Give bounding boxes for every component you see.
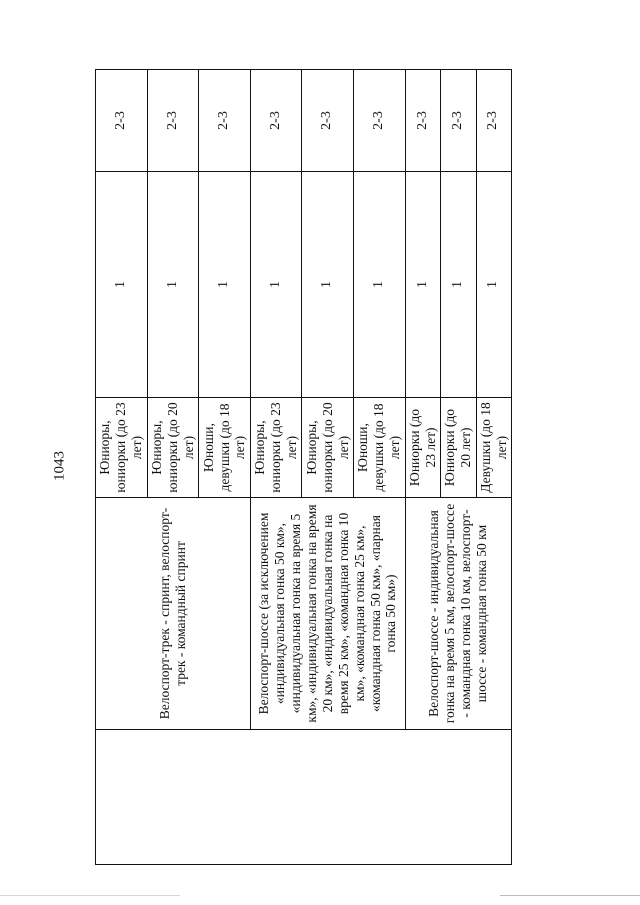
value-cell: 2-3 [147,70,199,172]
scan-edge-line [0,895,180,896]
value-cell: 2-3 [405,70,440,172]
category-cell: Юниоры, юниорки (до 23 лет) [96,398,148,498]
category-cell: Юниорки (до 23 лет) [405,398,440,498]
category-cell: Юноши, девушки (до 18 лет) [199,398,251,498]
discipline-cell: Велоспорт-шоссе (за исключением «индивидуальная гонка 50 км», «индивидуальная гонка на время 5 км», «индивидуальная гонка на время 20 км», «индивидуальная гонка на время 25 км», «командная гонка 10 км», «командная гонка 25 км», «командная гонка 50 км», «парная гонка 50 км») [250,498,405,730]
category-cell: Юниоры, юниорки (до 20 лет) [302,398,354,498]
value-cell: 1 [441,172,476,398]
category-cell: Девушки (до 18 лет) [476,398,512,498]
value-cell: 2-3 [250,70,302,172]
value-cell: 2-3 [199,70,251,172]
value-cell: 2-3 [96,70,148,172]
value-cell: 1 [96,172,148,398]
category-cell: Юноши, девушки (до 18 лет) [354,398,406,498]
empty-first-column [96,730,512,865]
category-cell: Юниоры, юниорки (до 23 лет) [250,398,302,498]
value-cell: 1 [476,172,512,398]
value-cell: 1 [354,172,406,398]
scan-edge-line [500,895,640,896]
category-cell: Юниоры, юниорки (до 20 лет) [147,398,199,498]
value-cell: 2-3 [441,70,476,172]
page-number: 1043 [51,451,68,481]
value-cell: 1 [250,172,302,398]
value-cell: 1 [302,172,354,398]
discipline-cell: Велоспорт-шоссе - индивидуальная гонка на время 5 км, велоспорт-шоссе - командная гонка 10 км, велоспорт-шоссе - командная гонка 50 км [405,498,511,730]
value-cell: 2-3 [476,70,512,172]
sports-table [95,69,512,865]
rotated-table-wrapper [95,70,512,865]
value-cell: 2-3 [302,70,354,172]
value-cell: 2-3 [354,70,406,172]
value-cell: 1 [199,172,251,398]
category-cell: Юниорки (до 20 лет) [441,398,476,498]
value-cell: 1 [405,172,440,398]
value-cell: 1 [147,172,199,398]
discipline-cell: Велоспорт-трек - спринт, велоспорт-трек - командный спринт [96,498,251,730]
table-row [96,70,148,865]
